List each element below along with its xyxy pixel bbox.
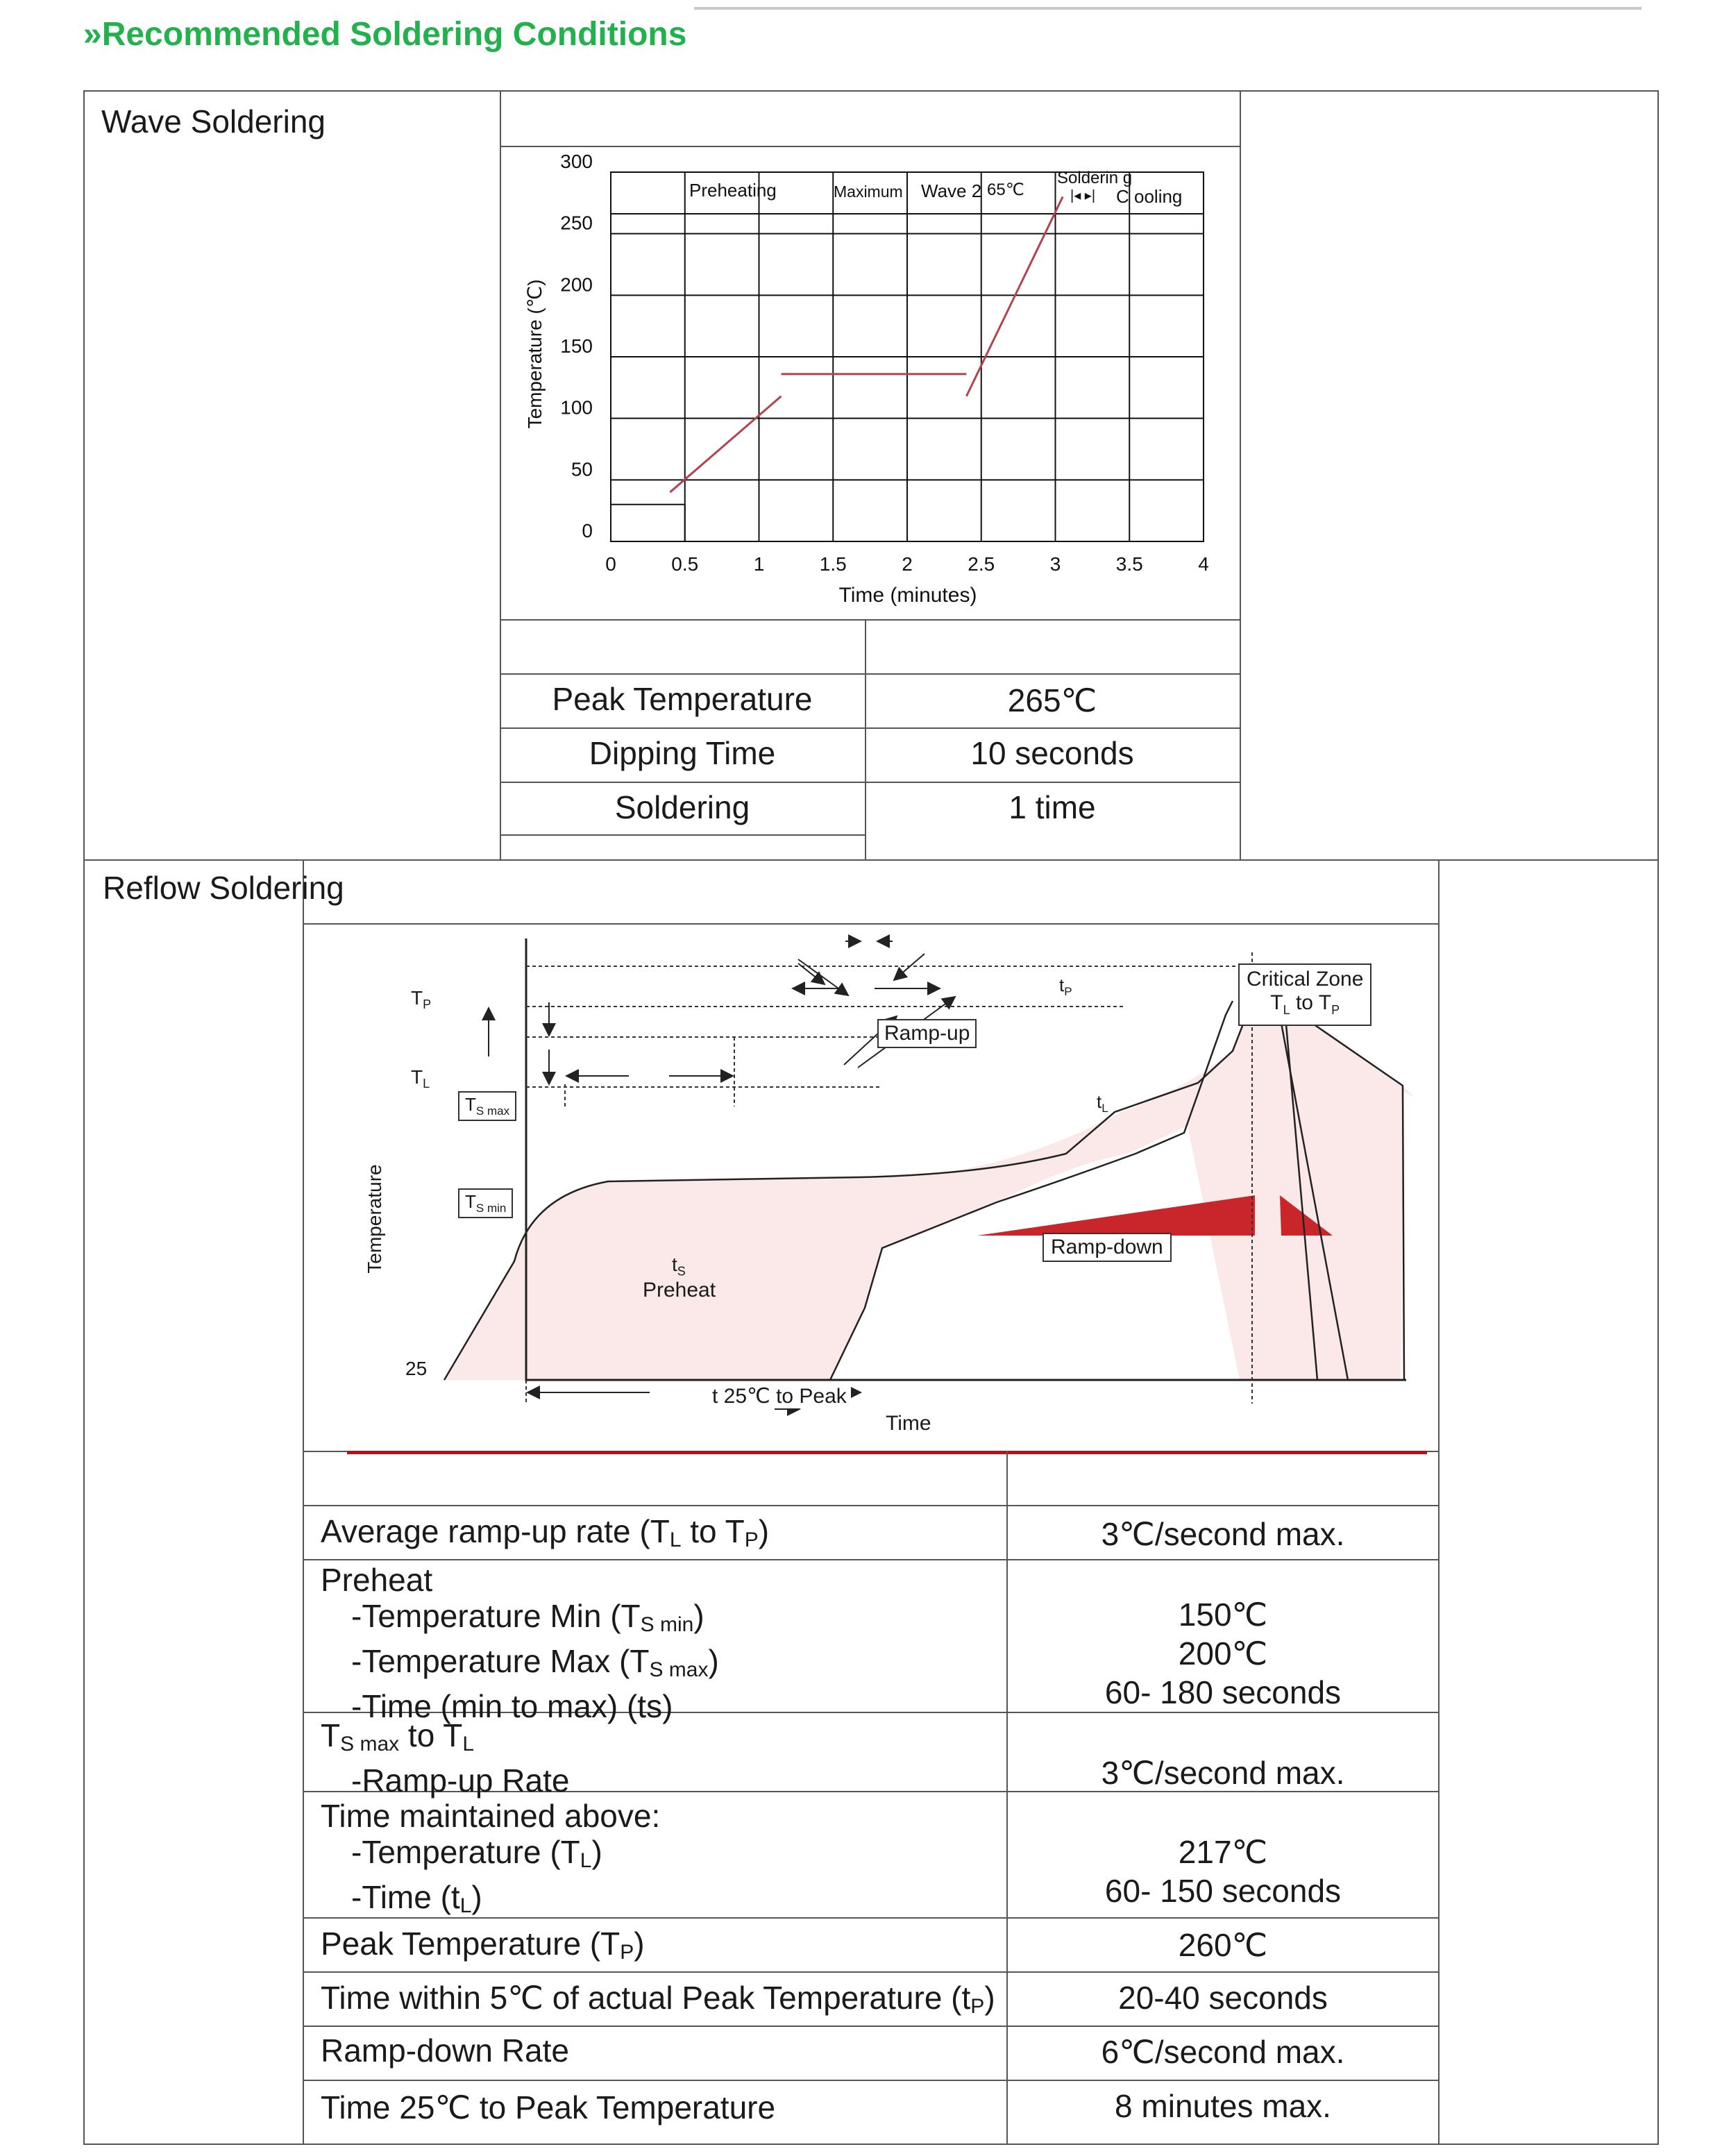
wave-soldering-label: Wave Soldering: [101, 103, 326, 140]
annot-maximum: Maximum: [834, 183, 903, 201]
wave-y-tick: 50: [571, 458, 593, 480]
red-rule: [347, 1451, 1427, 1454]
wave-chart-bottom: [500, 619, 1240, 621]
wave-x-tick: 0: [605, 553, 616, 575]
wave-col-right: [1240, 90, 1241, 859]
tl-label: $T_L$: [411, 1066, 430, 1090]
reflow-row-avg-ramp-label: Average ramp-up rate ($T_L$ to $T_P$): [321, 1513, 770, 1551]
wave-y-tick: 200: [560, 273, 593, 296]
rampup-arrow-1: [798, 959, 848, 995]
tp-label: $T_P$: [411, 987, 432, 1011]
wave-y-tick: 0: [582, 520, 593, 541]
wave-row-label-1: Peak Temperature: [552, 681, 813, 717]
reflow-row-maintained-label: Time maintained above: -Temperature $(T_L)$ -Time $(t_L)$: [321, 1798, 661, 1917]
ts-label: $t_S$: [672, 1254, 686, 1279]
wave-x-tick: 4: [1198, 553, 1209, 575]
reflow-shaded-area: [444, 1001, 1412, 1380]
reflow-y-label: Temperature: [364, 1164, 385, 1274]
reflow-row-rampdown-value: 6℃/second max.: [1101, 2034, 1345, 2070]
rampdown-box: Ramp-down: [1043, 1233, 1172, 1262]
reflow-row-maintained-values: 217℃ 60- 150 seconds: [1104, 1834, 1342, 1909]
wave-x-tick: 1.5: [819, 553, 847, 575]
tl-small-label: $t_L$: [1097, 1091, 1108, 1115]
reflow-row6: [303, 2026, 1438, 2027]
reflow-row-rampdown-label: Ramp-down Rate: [321, 2032, 569, 2069]
wave-y-tick: 250: [560, 212, 593, 234]
wave-x-tick: 2.5: [968, 553, 995, 575]
reflow-row-within5-label: Time within 5℃ of actual Peak Temperature $(t_P)$: [321, 1980, 995, 2018]
frame-left: [83, 90, 85, 2145]
frame-bottom: [83, 2144, 1659, 2145]
tp-small-label: $t_P$: [1059, 975, 1072, 999]
tsmin-box: $T_{S min}$: [458, 1188, 513, 1218]
reflow-row-preheat-label: Preheat -Temperature Min $(T_{S min})$ -Temperature Max $(T_{S max})$ -Time (min to max) (ts): [321, 1562, 719, 1724]
reflow-row-preheat-values: 150℃ 200℃ 60- 180 seconds: [1104, 1597, 1342, 1710]
section-divider: [83, 859, 1659, 861]
section-title: »Recommended Soldering Conditions: [83, 16, 687, 53]
top-divider: [694, 7, 1641, 10]
preheat-label: Preheat: [643, 1279, 716, 1302]
wave-row1: [500, 673, 1240, 675]
frame-right: [1657, 90, 1659, 2145]
reflow-row-peak-value: 260℃: [1178, 1927, 1268, 1963]
reflow-row-tsmax-label: $T_{S max}$ to $T_L$ -Ramp-up Rate: [321, 1717, 570, 1799]
wave-profile-segment: [670, 396, 781, 492]
reflow-row-time25-value: 8 minutes max.: [1115, 2088, 1331, 2124]
annot-arrows: |◂ ▸|: [1070, 188, 1096, 203]
wave-row-label-2: Dipping Time: [589, 735, 776, 771]
annot-preheating: Preheating: [689, 180, 777, 201]
critical-zone-box: Critical Zone $T_L$ to $T_P$: [1238, 963, 1371, 1026]
wave-y-axis-label: Temperature (℃): [524, 279, 546, 429]
wave-row-value-3: 1 time: [1008, 789, 1096, 825]
wave-profile-lines: [670, 196, 1063, 492]
reflow-row7: [303, 2080, 1438, 2081]
y25-label: 25: [405, 1358, 428, 1379]
wave-row2: [500, 727, 1240, 729]
annot-wave: Wave 2: [921, 180, 982, 201]
wave-y-tick: 150: [560, 335, 593, 357]
reflow-row0: [303, 1505, 1438, 1506]
annot-cooling: C ooling: [1116, 186, 1183, 207]
reflow-row-avg-ramp-value: 3℃/second max.: [1101, 1516, 1345, 1552]
reflow-row-peak-label: Peak Temperature $(T_P)$: [321, 1926, 645, 1964]
wave-row3: [500, 782, 1240, 783]
reflow-row5: [303, 1971, 1438, 1973]
annot-wave-temp: 65℃: [987, 180, 1024, 199]
wave-row-value-1: 265℃: [1007, 682, 1097, 718]
reflow-row-time25-label: Time 25℃ to Peak Temperature: [321, 2089, 776, 2125]
wave-x-tick: 3.5: [1115, 553, 1143, 575]
wave-row-value-2: 10 seconds: [970, 735, 1134, 771]
wave-x-tick: 1: [753, 553, 765, 575]
reflow-soldering-label: Reflow Soldering: [103, 870, 344, 906]
annot-soldering: Solderin g: [1057, 169, 1133, 187]
wave-chart: [500, 146, 1240, 618]
time-label: Time: [886, 1412, 931, 1435]
wave-row-label-3: Soldering: [614, 789, 750, 825]
tsmax-box: $T_{S max}$: [458, 1091, 516, 1121]
reflow-row-tsmax-value: 3℃/second max.: [1101, 1755, 1345, 1791]
wave-x-axis-label: Time (minutes): [838, 584, 977, 607]
reflow-row-within5-value: 20-40 seconds: [1118, 1980, 1328, 2016]
reflow-row1: [303, 1559, 1438, 1560]
rampup-box: Ramp-up: [877, 1019, 977, 1048]
wave-y-tick: 300: [560, 151, 593, 172]
wave-row4: [500, 834, 865, 836]
t25-peak-label: t 25℃ to Peak: [708, 1384, 851, 1408]
wave-y-tick: 100: [560, 396, 593, 419]
wave-x-tick: 3: [1049, 553, 1061, 575]
wave-x-tick: 2: [902, 553, 913, 575]
frame-top: [83, 90, 1659, 92]
wave-grid: [611, 172, 1204, 541]
reflow-col-right: [1438, 859, 1440, 2144]
wave-x-tick: 0.5: [671, 553, 699, 575]
